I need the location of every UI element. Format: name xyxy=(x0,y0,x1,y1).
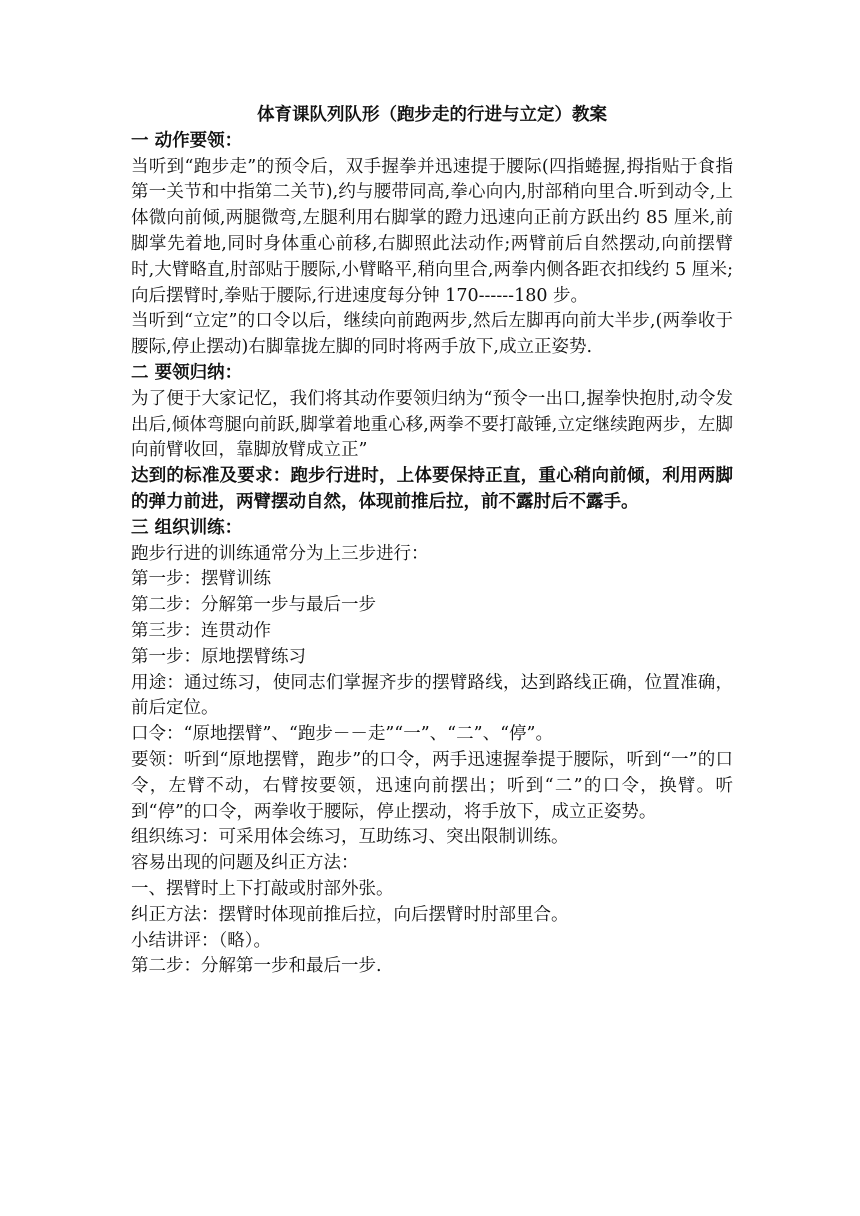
section-heading-1: 一 动作要领： xyxy=(131,130,243,151)
section-heading-2: 二 要领归纳： xyxy=(131,362,243,383)
text-line: 第一步：摆臂训练 xyxy=(131,569,271,590)
document-title: 体育课队列队形（跑步走的行进与立定）教案 xyxy=(257,105,607,125)
paragraph-action-essentials: 当听到“跑步走”的预令后，双手握拳并迅速提于腰际(四指蜷握,拇指贴于食指第一关节和中指第二关节),约与腰带同高,拳心向内,肘部稍向里合.听到动令,上体微向前倾,两腿微弯,左腿利用右脚掌的蹬力迅速向正前方跃出约 85 厘米,前脚掌先着地,同时身体重心前移,右脚照此法动作;两臂前后自然摆动,向前摆臂时,大臂略直,肘部贴于腰际,小臂略平,稍向里合,两拳内侧各距衣扣线约 5 厘米;向后摆臂时,拳贴于腰际,行进速度每分钟 170------180 步。 xyxy=(131,156,733,306)
text-line: 第一步：原地摆臂练习 xyxy=(131,646,306,667)
paragraph-standards: 达到的标准及要求：跑步行进时，上体要保持正直，重心稍向前倾，利用两脚的弹力前进，两臂摆动自然，体现前推后拉，前不露肘后不露手。 xyxy=(131,466,733,512)
document-page xyxy=(131,103,733,980)
text-line-command: 口令：“原地摆臂”、“跑步－－走”“一”、“二”、“停”。 xyxy=(131,724,553,745)
paragraph-summary: 为了便于大家记忆，我们将其动作要领归纳为“预令一出口,握拳快抱肘,动令发出后,倾体弯腿向前跃,脚掌着地重心移,两拳不要打敲锤,立定继续跑两步，左脚向前臂收回，靠脚放臂成立正” xyxy=(131,388,733,461)
text-line: 第二步：分解第一步与最后一步 xyxy=(131,595,376,616)
paragraph-essentials: 要领：听到“原地摆臂，跑步”的口令，两手迅速握拳提于腰际，听到“一”的口令，左臂不动，右臂按要领，迅速向前摆出；听到“二”的口令，换臂。听到“停”的口令，两拳收于腰际，停止摆动，将手放下，成立正姿势。 xyxy=(131,749,733,822)
text-line: 第二步：分解第一步和最后一步. xyxy=(131,956,382,977)
paragraph-halt-command: 当听到“立定”的口令以后，继续向前跑两步,然后左脚再向前大半步,(两拳收于腰际,停止摆动)右脚靠拢左脚的同时将两手放下,成立正姿势. xyxy=(131,311,733,358)
section-heading-3: 三 组织训练： xyxy=(131,517,243,538)
text-line: 第三步：连贯动作 xyxy=(131,620,271,641)
text-line: 容易出现的问题及纠正方法： xyxy=(131,853,359,874)
paragraph-usage: 用途：通过练习，使同志们掌握齐步的摆臂路线，达到路线正确，位置准确，前后定位。 xyxy=(131,672,733,719)
text-line: 组织练习：可采用体会练习，互助练习、突出限制训练。 xyxy=(131,827,569,848)
text-line: 一、摆臂时上下打敲或肘部外张。 xyxy=(131,878,394,899)
text-line: 小结讲评：（略）。 xyxy=(131,930,271,951)
text-line: 跑步行进的训练通常分为上三步进行： xyxy=(131,543,429,564)
text-line: 纠正方法：摆臂时体现前推后拉，向后摆臂时肘部里合。 xyxy=(131,904,569,925)
